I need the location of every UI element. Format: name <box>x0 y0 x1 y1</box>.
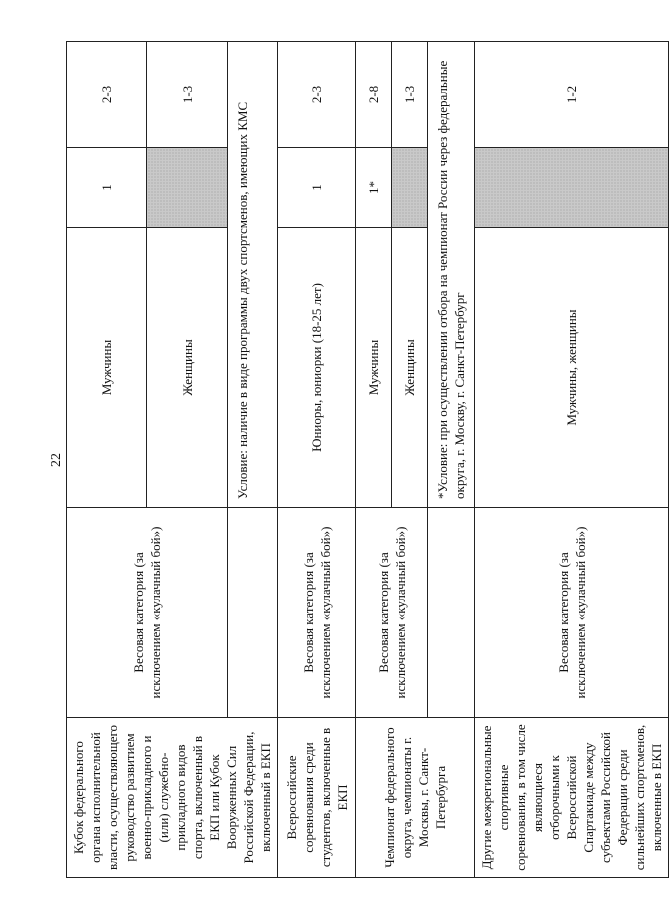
page-number: 22 <box>49 453 64 467</box>
age-cell: 1-2 <box>475 42 669 148</box>
condition-cell: Условие: наличие в виде программы двух спортсменов, имеющих КМС <box>227 42 277 508</box>
group-cell: Мужчины <box>356 228 392 508</box>
age-cell: 2-8 <box>356 42 392 148</box>
category-cell: Весовая категория (за исключением «кулачный бой») <box>67 508 228 718</box>
places-cell: 1 <box>67 148 147 228</box>
places-cell: 1 <box>278 148 356 228</box>
rotated-table-container <box>66 42 664 878</box>
shaded-cell <box>475 148 669 228</box>
table-row <box>475 42 669 878</box>
age-cell: 1-3 <box>147 42 227 148</box>
category-cell: Весовая категория (за исключением «кулачный бой») <box>356 508 428 718</box>
table-row <box>67 42 147 878</box>
competition-cell: Всероссийские соревнования среди студентов, включенные в ЕКП <box>278 718 356 878</box>
group-cell: Мужчины <box>67 228 147 508</box>
age-cell: 1-3 <box>392 42 428 148</box>
category-cell: Весовая категория (за исключением «кулачный бой») <box>278 508 356 718</box>
shaded-cell <box>392 148 428 228</box>
group-cell: Женщины <box>147 228 227 508</box>
condition-cell: *Условие: при осуществлении отбора на чемпионат России через федеральные округа, г. Москву, г. Санкт-Петербург <box>428 42 475 508</box>
competition-cell: Другие межрегиональные спортивные соревнования, в том числе являющиеся отборочными к Всероссийской Спартакиаде между субъектами Российской Федерации среди сильнейших спортсменов, включенные в ЕКП <box>475 718 669 878</box>
group-cell: Мужчины, женщины <box>475 228 669 508</box>
group-cell: Женщины <box>392 228 428 508</box>
competition-cell: Чемпионат федерального округа, чемпионаты г. Москвы, г. Санкт-Петербурга <box>356 718 475 878</box>
age-cell: 2-3 <box>278 42 356 148</box>
places-cell: 1* <box>356 148 392 228</box>
rank-requirements-table <box>66 41 669 878</box>
group-cell: Юниоры, юниорки (18-25 лет) <box>278 228 356 508</box>
category-cell: Весовая категория (за исключением «кулачный бой») <box>475 508 669 718</box>
table-row <box>278 42 356 878</box>
age-cell: 2-3 <box>67 42 147 148</box>
competition-cell: Кубок федерального органа исполнительной власти, осуществляющего руководство развитием военно-прикладного и (или) служебно-прикладного видов спорта, включенный в ЕКП или Кубок Вооруженных Сил Российской Федерации, включенный в ЕКП <box>67 718 278 878</box>
table-row <box>356 42 392 878</box>
shaded-cell <box>147 148 227 228</box>
